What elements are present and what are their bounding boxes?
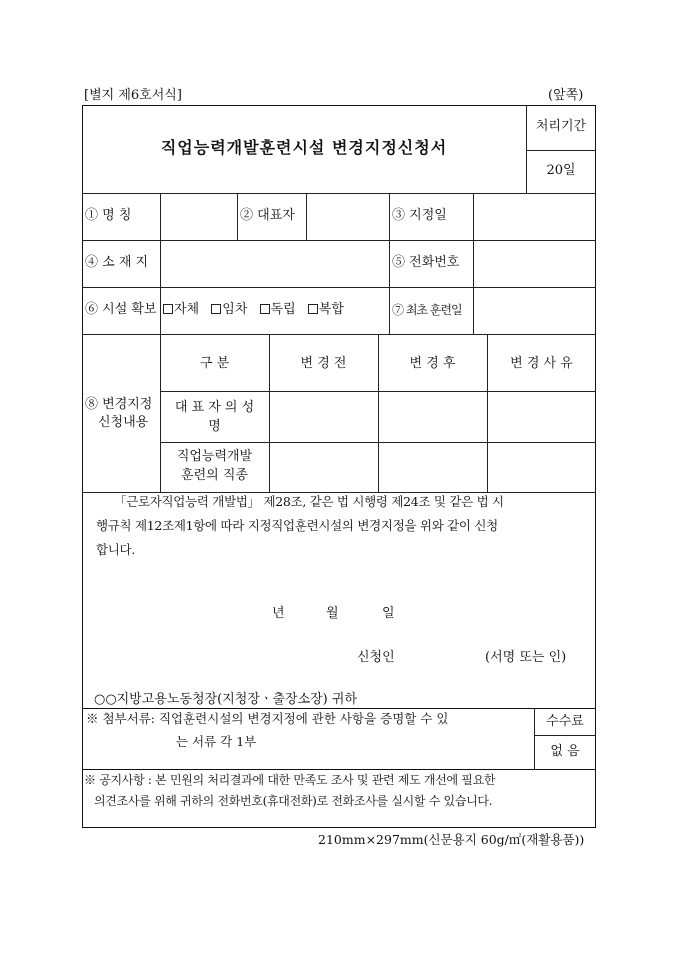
- applicant-label: 신청인: [357, 650, 395, 665]
- row-representative-line2: 명: [208, 419, 221, 434]
- divider: [389, 193, 390, 240]
- date-month: 월: [326, 606, 339, 621]
- notice-line2: 의견조사를 위해 귀하의 전화번호(휴대전화)로 전화조사를 실시할 수 있습니다.: [94, 794, 493, 808]
- change-section-label-1: ⑧ 변경지정: [85, 397, 153, 412]
- representative-label: ② 대표자: [240, 208, 295, 223]
- date-day: 일: [382, 606, 395, 621]
- applicant-sign: (서명 또는 인): [485, 650, 567, 665]
- attachments-line1: ※ 첨부서류: 직업훈련시설의 변경지정에 관한 사항을 증명할 수 있: [86, 711, 449, 726]
- divider: [473, 193, 474, 240]
- divider: [526, 150, 596, 151]
- change-section-label-2: 신청내용: [98, 415, 149, 430]
- divider: [160, 240, 161, 287]
- location-label: ④ 소 재 지: [85, 255, 149, 270]
- recipient: ○○지방고용노동청장(지청장ㆍ출장소장) 귀하: [94, 692, 358, 707]
- facility-option[interactable]: 자체: [163, 302, 199, 318]
- first-training-date-label: ⑦ 최초 훈련일: [392, 303, 462, 317]
- row-occupation-line1: 직업능력개발: [176, 449, 253, 464]
- row-occupation-line2: 훈련의 직종: [181, 468, 248, 483]
- fee-label: 수수료: [546, 714, 584, 729]
- divider: [82, 769, 596, 770]
- divider: [160, 193, 161, 240]
- header-before: 변 경 전: [300, 356, 347, 371]
- facility-options: [163, 302, 352, 318]
- header-category: 구 분: [199, 356, 230, 371]
- divider: [389, 287, 390, 334]
- header-reason: 변 경 사 유: [510, 356, 573, 371]
- divider: [237, 193, 238, 240]
- divider: [389, 240, 390, 287]
- notice-line1: ※ 공지사항 : 본 민원의 처리결과에 대한 만족도 조사 및 관련 제도 개선에 필요한: [84, 773, 496, 787]
- checkbox[interactable]: [211, 304, 221, 314]
- checkbox[interactable]: [163, 304, 173, 314]
- divider: [306, 193, 307, 240]
- row-representative-line1: 대 표 자 의 성: [174, 400, 255, 415]
- checkbox[interactable]: [308, 304, 318, 314]
- page-side: (앞쪽): [548, 88, 584, 103]
- processing-value: 20일: [546, 163, 576, 178]
- checkbox[interactable]: [260, 304, 270, 314]
- facility-label: ⑥ 시설 확보: [85, 302, 157, 317]
- divider: [473, 240, 474, 287]
- facility-option[interactable]: 독립: [260, 302, 296, 318]
- divider: [473, 287, 474, 334]
- statement: 「근로자직업능력 개발법」 제28조, 같은 법 시행령 제24조 및 같은 법 시 행규칙 제12조제1항에 따라 지정직업훈련시설의 변경지정을 위와 같이 신청 합니다.: [96, 494, 504, 557]
- facility-option[interactable]: 임차: [211, 302, 247, 318]
- divider: [534, 735, 596, 736]
- phone-label: ⑤ 전화번호: [392, 255, 460, 270]
- date-year: 년: [272, 606, 285, 621]
- header-after: 변 경 후: [409, 356, 456, 371]
- attachments-line2: 는 서류 각 1부: [176, 734, 257, 749]
- processing-label: 처리기간: [535, 119, 587, 134]
- paper-spec: 210mm×297mm(신문용지 60g/㎡(재활용품)): [318, 832, 585, 847]
- designation-date-label: ③ 지정일: [392, 208, 447, 223]
- facility-option[interactable]: 복합: [308, 302, 344, 318]
- divider: [160, 287, 161, 334]
- form-title: 직업능력개발훈련시설 변경지정신청서: [160, 138, 448, 157]
- form-number: [별지 제6호서식]: [84, 88, 182, 103]
- divider: [82, 708, 596, 709]
- fee-value: 없 음: [550, 744, 580, 759]
- name-label: ① 명 칭: [85, 208, 132, 223]
